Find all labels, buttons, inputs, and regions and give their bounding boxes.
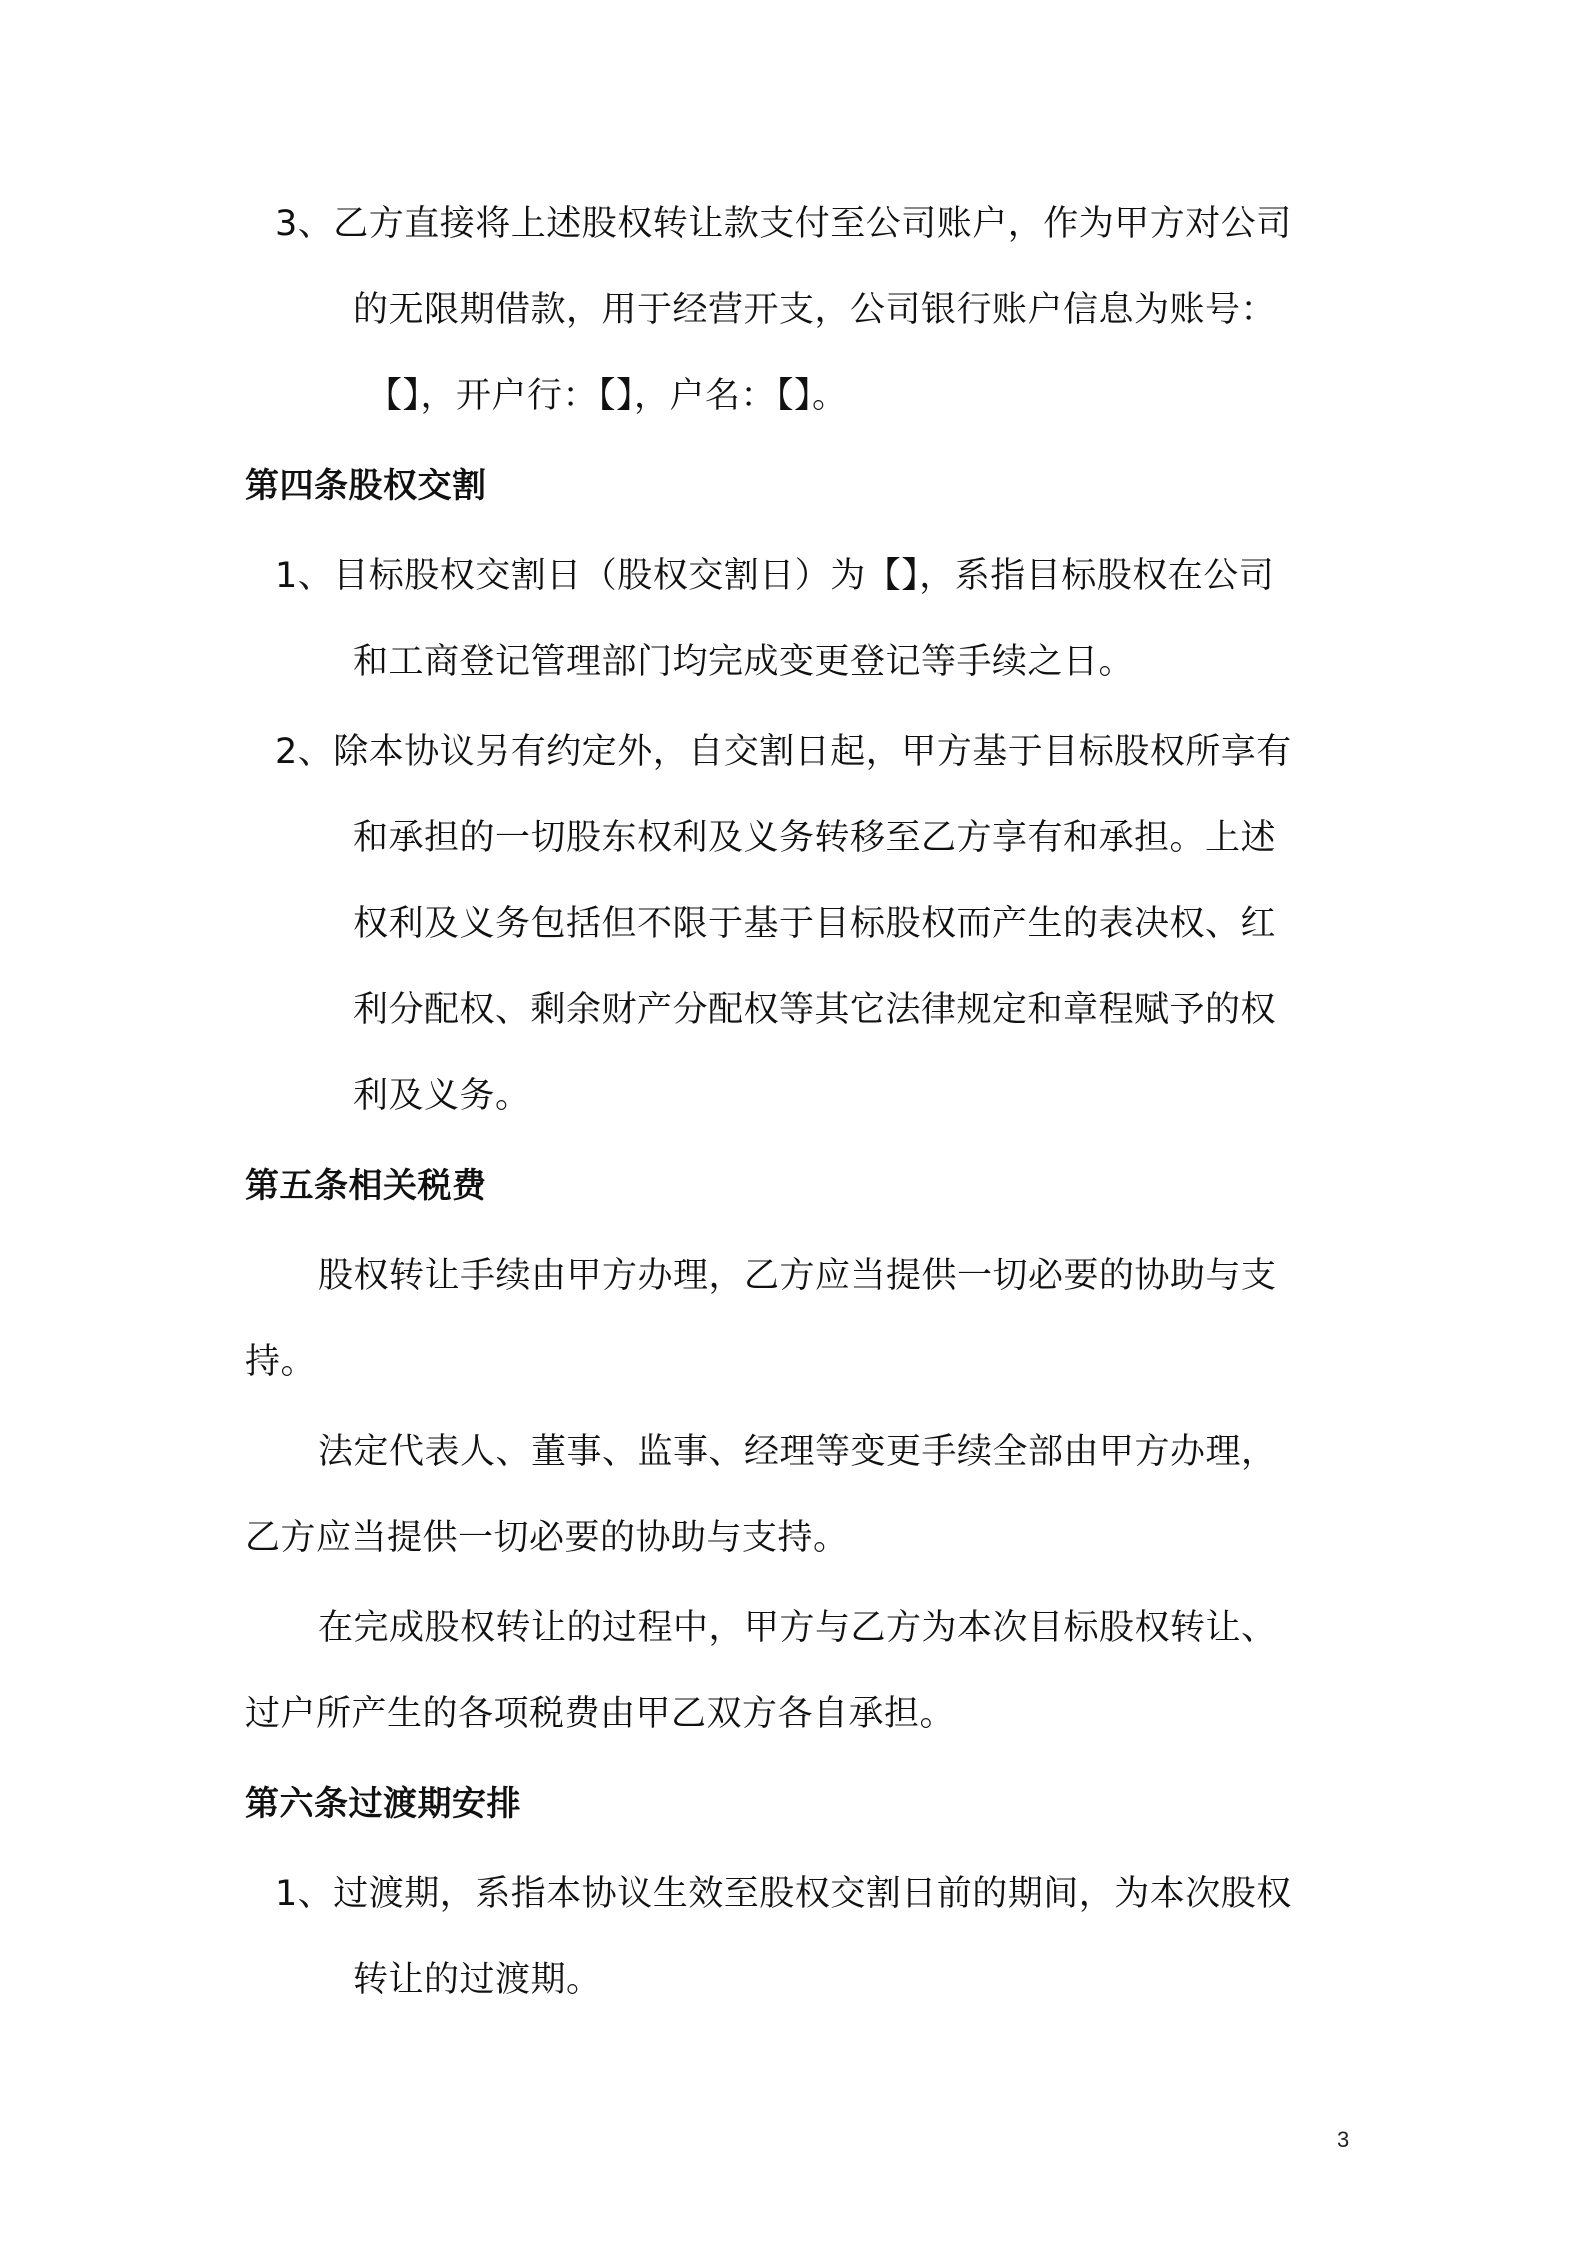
clause-3-3-line-2: 的无限期借款，用于经营开支，公司银行账户信息为账号： — [353, 290, 1277, 330]
clause-4-2-line-5: 利及义务。 — [353, 1076, 531, 1116]
section-5-para-1-line-2: 持。 — [245, 1342, 317, 1382]
clause-4-2-line-4: 利分配权、剩余财产分配权等其它法律规定和章程赋予的权 — [353, 990, 1277, 1030]
clause-4-2-line-1: 2、除本协议另有约定外，自交割日起，甲方基于目标股权所享有 — [275, 732, 1292, 772]
clause-6-1-line-2: 转让的过渡期。 — [353, 1960, 602, 2000]
clause-3-3-line-3: 【】，开户行：【】，户名：【】。 — [367, 376, 848, 416]
section-5-para-2-line-2: 乙方应当提供一切必要的协助与支持。 — [245, 1518, 849, 1558]
section-6-heading: 第六条过渡期安排 — [245, 1784, 521, 1824]
page-number: 3 — [1337, 2127, 1350, 2152]
clause-4-2-line-3: 权利及义务包括但不限于基于目标股权而产生的表决权、红 — [353, 904, 1277, 944]
clause-3-3-line-1: 3、乙方直接将上述股权转让款支付至公司账户，作为甲方对公司 — [275, 204, 1292, 244]
clause-4-1-line-2: 和工商登记管理部门均完成变更登记等手续之日。 — [353, 642, 1135, 682]
section-4-heading: 第四条股权交割 — [245, 466, 487, 506]
section-5-para-3-line-2: 过户所产生的各项税费由甲乙双方各自承担。 — [245, 1694, 956, 1734]
section-5-heading: 第五条相关税费 — [245, 1166, 487, 1206]
section-5-para-3-line-1: 在完成股权转让的过程中，甲方与乙方为本次目标股权转让、 — [318, 1608, 1277, 1648]
section-5-para-1-line-1: 股权转让手续由甲方办理，乙方应当提供一切必要的协助与支 — [318, 1256, 1277, 1296]
clause-4-2-line-2: 和承担的一切股东权利及义务转移至乙方享有和承担。上述 — [353, 818, 1277, 858]
clause-4-1-line-1: 1、目标股权交割日（股权交割日）为【】，系指目标股权在公司 — [275, 556, 1275, 596]
clause-6-1-line-1: 1、过渡期，系指本协议生效至股权交割日前的期间，为本次股权 — [275, 1874, 1292, 1914]
section-5-para-2-line-1: 法定代表人、董事、监事、经理等变更手续全部由甲方办理， — [318, 1432, 1277, 1472]
